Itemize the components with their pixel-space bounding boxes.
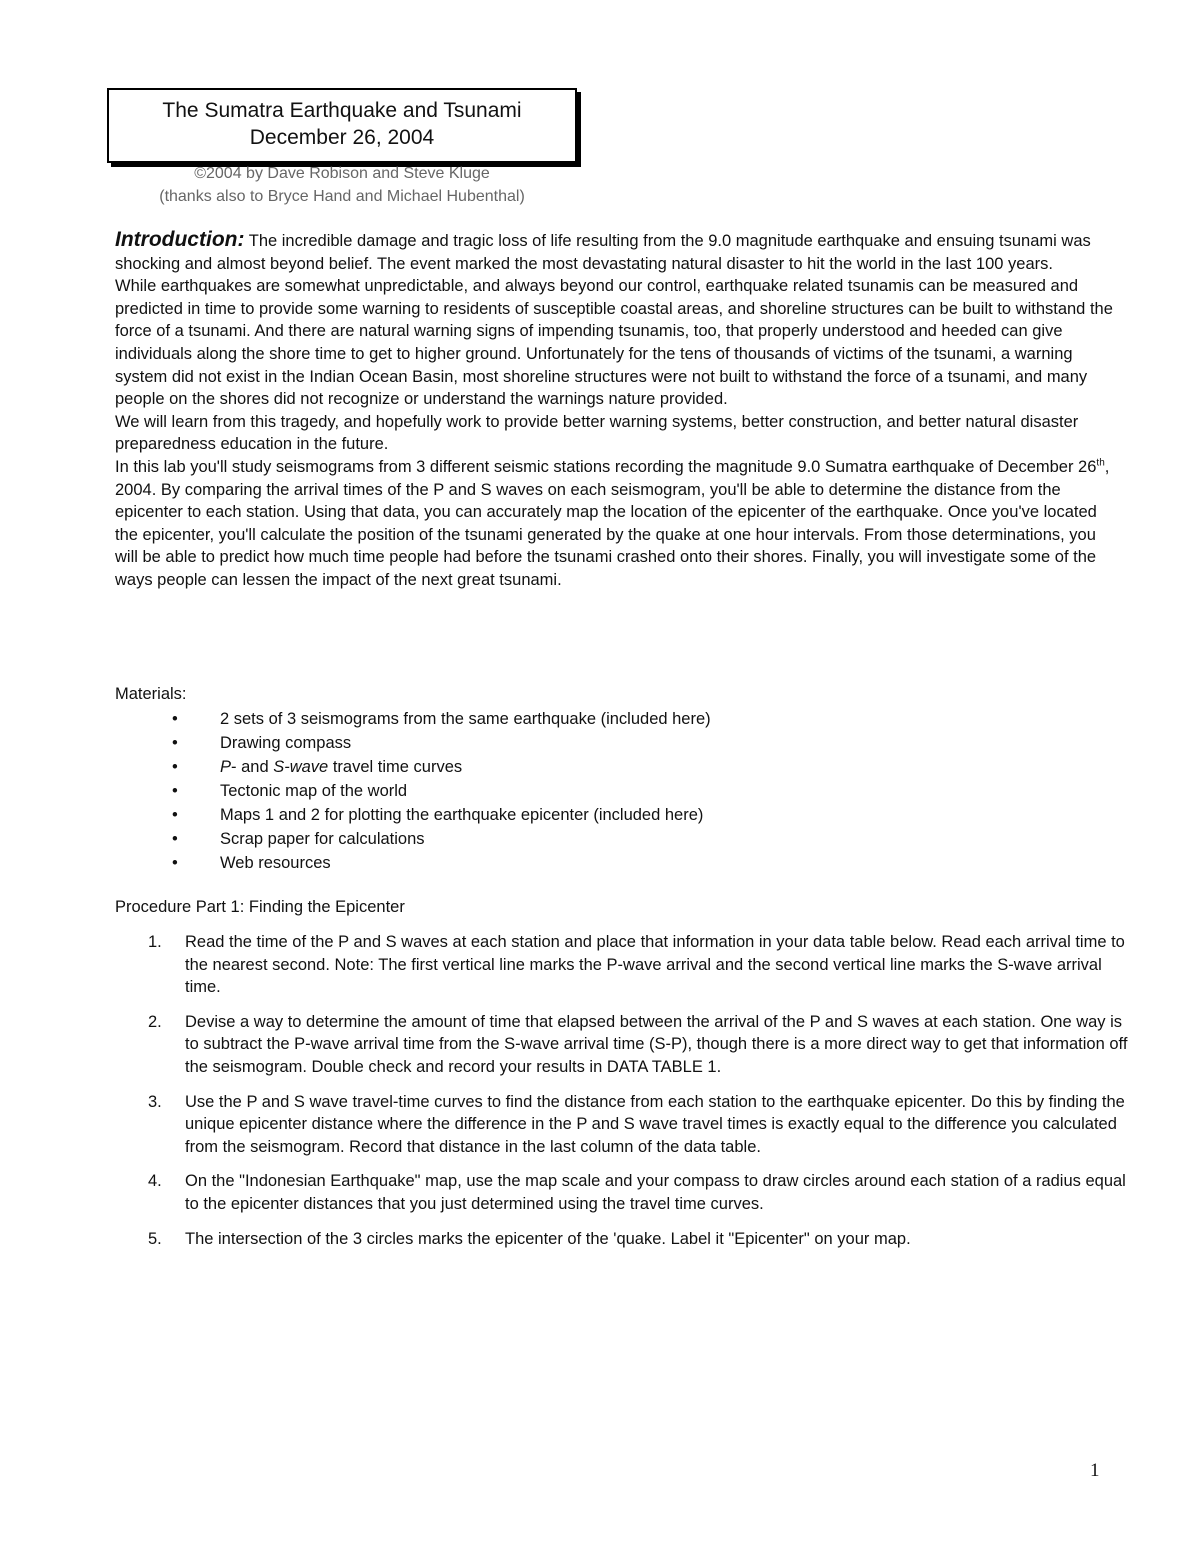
intro-paragraph-3: We will learn from this tragedy, and hopefully work to provide better warning systems, better construction, and better natural disaster preparedness education in the future. xyxy=(115,412,1079,454)
step-number: 3. xyxy=(148,1092,162,1111)
intro-text-4a: In this lab you'll study seismograms from 3 different seismic stations recording the magnitude 9.0 Sumatra earthquake of December 26 xyxy=(115,457,1097,476)
step-number: 4. xyxy=(148,1172,162,1191)
procedure-step xyxy=(148,1011,1128,1079)
step-number: 2. xyxy=(148,1012,162,1031)
intro-paragraph-2: While earthquakes are somewhat unpredictable, and always beyond our control, earthquake related tsunamis can be measured and predicted in time to provide some warning to residents of susceptible coastal areas, and shoreline structures can be built to withstand the force of a tsunami. And there are natural warning signs of impending tsunamis, too, that properly understood and heeded can give individuals along the shore time to get to higher ground. Unfortunately for the tens of thousands of victims of the tsunami, a warning system did not exist in the Indian Ocean Basin, most shoreline structures were not built to withstand the force of a tsunami, and many people on the shores did not recognize or understand the warnings nature provided. xyxy=(115,277,1113,409)
list-item: • 2 sets of 3 seismograms from the same earthquake (included here) xyxy=(172,707,711,731)
step-text: Use the P and S wave travel-time curves to find the distance from each station to the earthquake epicenter. Do this by finding the unique epicenter distance where the difference in the P and S wave travel times is exactly equal to the difference you calculated from the seismogram. Record that distance in the last column of the data table. xyxy=(185,1092,1125,1156)
s-wave-term: S-wave xyxy=(273,758,329,776)
credits-authors: ©2004 by Dave Robison and Steve Kluge xyxy=(194,165,490,182)
list-item: • Scrap paper for calculations xyxy=(172,827,711,851)
title-box xyxy=(107,88,577,163)
bullet-icon: • xyxy=(172,830,178,848)
step-text: The intersection of the 3 circles marks the epicenter of the 'quake. Label it "Epicenter" on your map. xyxy=(185,1229,911,1248)
ordinal-suffix: th xyxy=(1096,457,1105,469)
materials-heading: Materials: xyxy=(115,685,187,703)
materials-list xyxy=(172,707,711,875)
list-item: • Maps 1 and 2 for plotting the earthquake epicenter (included here) xyxy=(172,803,711,827)
bullet-icon: • xyxy=(172,806,178,824)
introduction-section xyxy=(115,229,1115,592)
step-text: Read the time of the P and S waves at each station and place that information in your data table below. Read each arrival time to the nearest second. Note: The first vertical line marks the P-wave arrival and the second vertical line marks the S-wave arrival time. xyxy=(185,933,1125,997)
bullet-icon: • xyxy=(172,710,178,728)
document-date: December 26, 2004 xyxy=(249,126,435,149)
page-number: 1 xyxy=(1090,1460,1100,1481)
list-item: • Tectonic map of the world xyxy=(172,779,711,803)
procedure-step xyxy=(148,931,1128,999)
step-text: Devise a way to determine the amount of time that elapsed between the arrival of the P and S waves at each station. One way is to subtract the P-wave arrival time from the S-wave arrival time (S-P), though there is a more direct way to get that information off the seismogram. Double check and record your results in DATA TABLE 1. xyxy=(185,1012,1128,1076)
procedure-heading: Procedure Part 1: Finding the Epicenter xyxy=(115,898,405,916)
intro-text-4b: , 2004. By comparing the arrival times of the P and S waves on each seismogram, you'll be able to determine the distance from the epicenter to each station. Using that data, you can accurately map the location of the epicenter of the earthquake. Once you've located the epicenter, you'll calculate the position of the tsunami generated by the quake at one hour intervals. From those determinations, you will be able to predict how much time people had before the tsunami crashed onto their shores. Finally, you will investigate some of the ways people can lessen the impact of the next great tsunami. xyxy=(115,457,1110,589)
credits xyxy=(107,162,577,208)
intro-paragraph-1 xyxy=(115,229,1115,275)
list-item: • Web resources xyxy=(172,851,711,875)
p-wave-term: P xyxy=(220,758,232,776)
step-number: 5. xyxy=(148,1229,162,1248)
step-text: On the "Indonesian Earthquake" map, use the map scale and your compass to draw circles around each station of a radius equal to the epicenter distances that you just determined using the travel time curves. xyxy=(185,1172,1126,1213)
bullet-icon: • xyxy=(172,734,178,752)
bullet-icon: • xyxy=(172,782,178,800)
bullet-icon: • xyxy=(172,854,178,872)
document-title: The Sumatra Earthquake and Tsunami xyxy=(162,99,522,122)
list-item: • Drawing compass xyxy=(172,731,711,755)
intro-paragraph-4 xyxy=(115,456,1115,592)
list-item: • P- and S-wave travel time curves xyxy=(172,755,711,779)
step-number: 1. xyxy=(148,933,162,951)
bullet-icon: • xyxy=(172,758,178,776)
intro-text-1: The incredible damage and tragic loss of life resulting from the 9.0 magnitude earthquake and ensuing tsunami was shocking and almost beyond belief. The event marked the most devastating natural disaster to hit the world in the last 100 years. xyxy=(115,232,1091,273)
procedure-step xyxy=(148,1091,1128,1159)
credits-thanks: (thanks also to Bryce Hand and Michael Hubenthal) xyxy=(159,188,525,205)
intro-heading: Introduction: xyxy=(115,228,245,251)
procedure-steps xyxy=(148,931,1128,1262)
procedure-step xyxy=(148,1228,1128,1251)
procedure-step xyxy=(148,1170,1128,1215)
